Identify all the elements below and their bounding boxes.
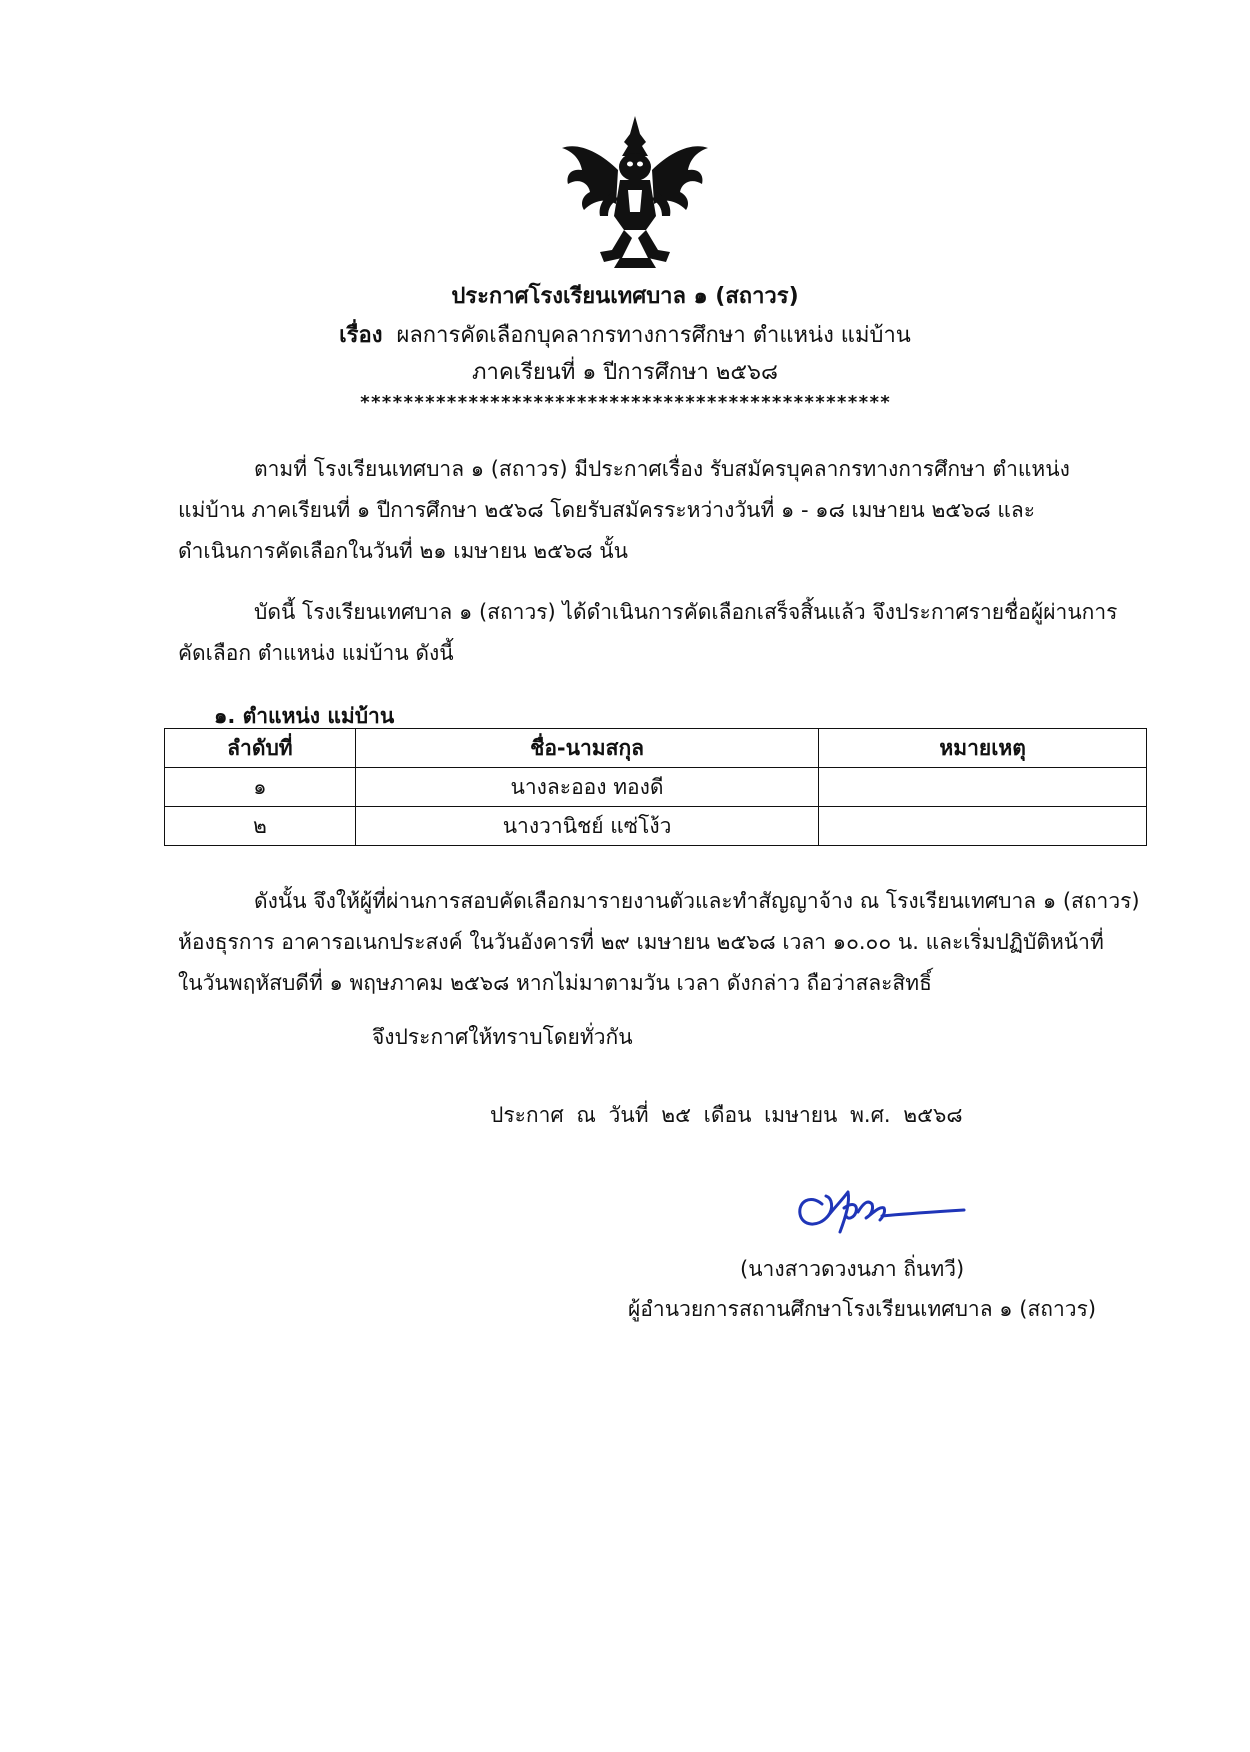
announcement-subject [0,317,1250,352]
signature-icon [792,1172,972,1244]
cell-name: นางวานิชย์ แซ่โง้ว [355,807,818,846]
column-header-remark: หมายเหตุ [819,729,1147,768]
closing-statement: จึงประกาศให้ทราบโดยทั่วกัน [372,1025,633,1049]
separator-line: ************************************************* [359,392,891,413]
section-heading: ๑. ตำแหน่ง แม่บ้าน [214,704,395,728]
paragraph-2 [178,592,1117,674]
cell-name: นางละออง ทองดี [355,768,818,807]
cell-order: ๒ [165,807,356,846]
table-row [165,807,1147,846]
results-table [164,728,1147,846]
subject-text: ผลการคัดเลือกบุคลากรทางการศึกษา ตำแหน่ง แม่บ้าน [396,323,911,348]
paragraph-1 [178,449,1070,572]
paragraph-line: คัดเลือก ตำแหน่ง แม่บ้าน ดังนี้ [178,641,454,665]
announcement-title: ประกาศโรงเรียนเทศบาล ๑ (สถาวร) [451,284,799,309]
paragraph-3 [178,881,1140,1004]
garuda-emblem-icon [560,112,710,270]
cell-remark [819,768,1147,807]
paragraph-line: แม่บ้าน ภาคเรียนที่ ๑ ปีการศึกษา ๒๕๖๘ โดยรับสมัครระหว่างวันที่ ๑ - ๑๘ เมษายน ๒๕๖๘ และ [178,498,1036,522]
column-header-order: ลำดับที่ [165,729,356,768]
paragraph-line: ดำเนินการคัดเลือกในวันที่ ๒๑ เมษายน ๒๕๖๘ นั้น [178,539,628,563]
paragraph-line: บัดนี้ โรงเรียนเทศบาล ๑ (สถาวร) ได้ดำเนินการคัดเลือกเสร็จสิ้นแล้ว จึงประกาศรายชื่อผู้ผ่านการ [254,600,1118,624]
paragraph-line: ดังนั้น จึงให้ผู้ที่ผ่านการสอบคัดเลือกมารายงานตัวและทำสัญญาจ้าง ณ โรงเรียนเทศบาล ๑ (สถาวร) [254,889,1140,913]
paragraph-line: ห้องธุรการ อาคารอเนกประสงค์ ในวันอังคารที่ ๒๙ เมษายน ๒๕๖๘ เวลา ๑๐.๐๐ น. และเริ่มปฏิบัติหน้าที่ [178,930,1104,954]
announcement-date: ประกาศ ณ วันที่ ๒๕ เดือน เมษายน พ.ศ. ๒๕๖๘ [490,1103,963,1127]
paragraph-line: ตามที่ โรงเรียนเทศบาล ๑ (สถาวร) มีประกาศเรื่อง รับสมัครบุคลากรทางการศึกษา ตำแหน่ง [254,457,1070,481]
table-header-row [165,729,1147,768]
signer-position: ผู้อำนวยการสถานศึกษาโรงเรียนเทศบาล ๑ (สถาวร) [628,1297,1097,1321]
cell-order: ๑ [165,768,356,807]
signer-name: (นางสาวดวงนภา ถิ่นทวี) [740,1257,965,1281]
table-row [165,768,1147,807]
paragraph-line: ในวันพฤหัสบดีที่ ๑ พฤษภาคม ๒๕๖๘ หากไม่มาตามวัน เวลา ดังกล่าว ถือว่าสละสิทธิ์ [178,971,932,995]
announcement-term: ภาคเรียนที่ ๑ ปีการศึกษา ๒๕๖๘ [472,360,778,385]
subject-label: เรื่อง [339,323,383,348]
cell-remark [819,807,1147,846]
column-header-name: ชื่อ-นามสกุล [355,729,818,768]
